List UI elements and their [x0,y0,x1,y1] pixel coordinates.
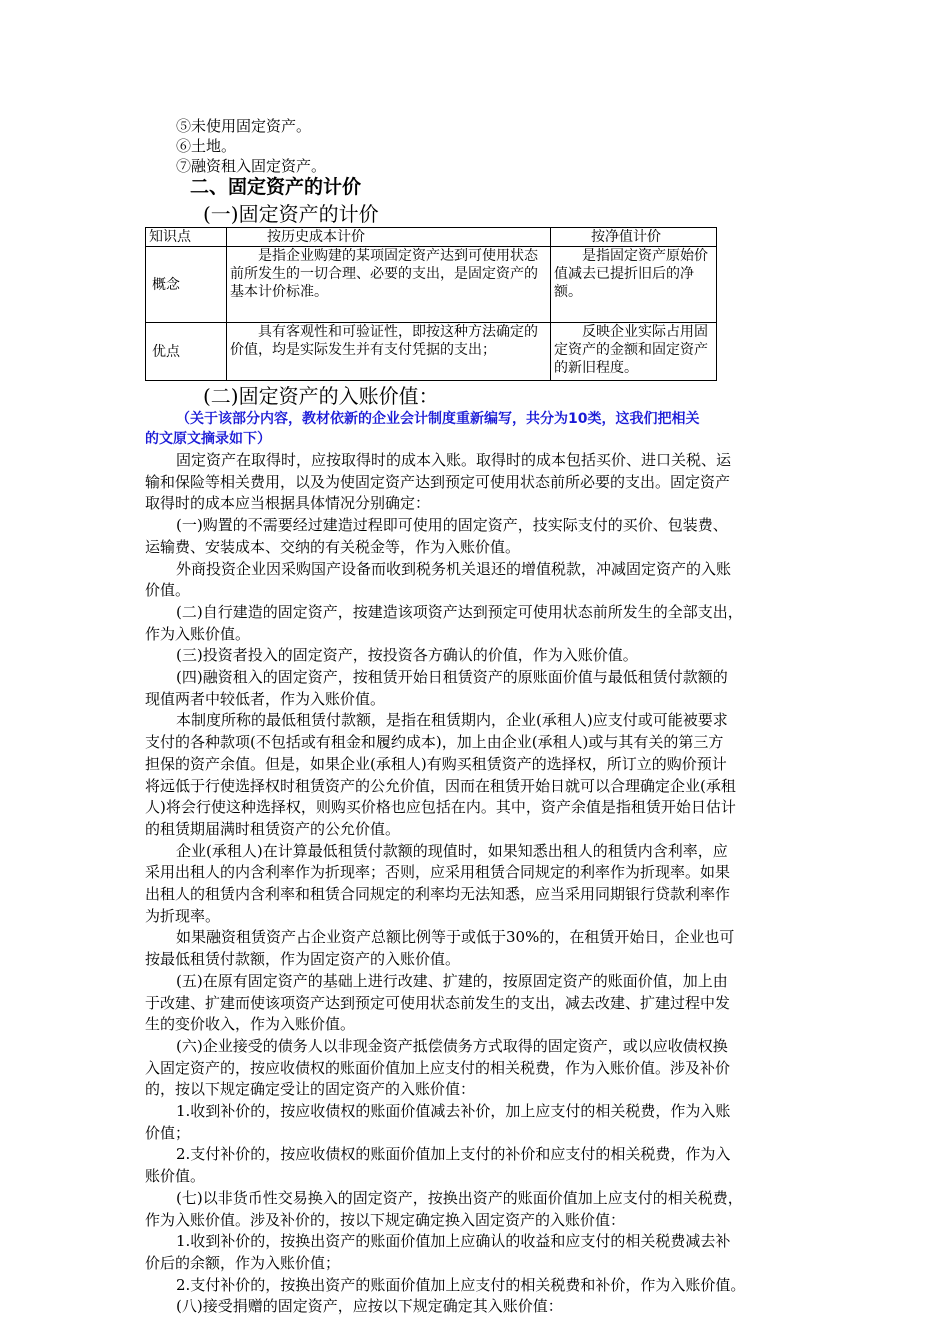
body-line: 外商投资企业因采购国产设备而收到税务机关退还的增值税款，冲减固定资产的入账 [176,559,732,578]
table-header-row [146,228,717,247]
body-line: 固定资产在取得时，应按取得时的成本入账。取得时的成本包括买价、进口关税、运 [176,451,732,469]
table-header: 按历史成本计价 [227,228,551,247]
body-line: 入固定资产的，按应收债权的账面价值加上应支付的相关税费，作为入账价值。涉及补价 [145,1058,731,1077]
body-line: 于改建、扩建而使该项资产达到预定可使用状态前发生的支出，减去改建、扩建过程中发 [145,993,731,1012]
body-line: 按最低租赁付款额，作为固定资产的入账价值。 [145,950,461,969]
body-line: 支付的各种款项(不包括或有租金和履约成本)，加上由企业(承租人)或与其有关的第三方 [145,733,724,752]
section-heading: 二、固定资产的计价 [190,176,362,198]
body-line: 作为入账价值。涉及补价的，按以下规定确定换入固定资产的入账价值： [145,1210,626,1229]
body-line: 输和保险等相关费用，以及为使固定资产达到预定可使用状态前所必要的支出。固定资产 [145,472,731,491]
body-line: (七)以非货币性交易换入的固定资产，按换出资产的账面价值加上应支付的相关税费， [176,1188,743,1207]
table-header: 知识点 [146,228,227,247]
body-line: 出租人的租赁内含利率和租赁合同规定的利率均无法知悉，应当采用同期银行贷款利率作 [145,885,731,903]
editor-note: 的文原文摘录如下） [145,431,271,447]
body-line: 人)将会行使这种选择权，则购买价格也应包括在内。其中，资产余值是指租赁开始日估计 [145,798,736,817]
body-line: 1.收到补价的，按应收债权的账面价值减去补价，加上应支付的相关税费，作为入账 [176,1102,731,1120]
body-line: 本制度所称的最低租赁付款额，是指在租赁期内，企业(承租人)应支付或可能被要求 [176,711,728,730]
body-line: 的租赁期届满时租赁资产的公允价值。 [145,819,401,838]
list-item: ⑦融资租入固定资产。 [176,157,327,175]
body-line: 价值； [145,1123,191,1142]
list-item: ⑥土地。 [176,137,237,155]
body-line: 采用出租人的内含利率作为折现率；否则，应采用租赁合同规定的利率作为折现率。如果 [145,863,731,882]
body-line: (一)购置的不需要经过建造过程即可使用的固定资产，技实际支付的买价、包装费、 [176,516,728,535]
body-line: (五)在原有固定资产的基础上进行改建、扩建的，按原固定资产的账面价值，加上由 [176,971,728,990]
body-line: 取得时的成本应当根据具体情况分别确定： [145,494,431,513]
table-cell: 反映企业实际占用固定资产的金额和固定资产的新旧程度。 [551,323,717,381]
body-line: 运输费、安装成本、交纳的有关税金等，作为入账价值。 [145,537,521,556]
body-line: 2.支付补价的，按应收债权的账面价值加上支付的补价和应支付的相关税费，作为入 [176,1145,731,1164]
body-line: 账价值。 [145,1167,206,1186]
table-cell: 优点 [146,323,227,381]
body-line: 2.支付补价的，按换出资产的账面价值加上应支付的相关税费和补价，作为入账价值。 [176,1275,746,1294]
body-line: 1.收到补价的，按换出资产的账面价值加上应确认的收益和应支付的相关税费减去补 [176,1232,731,1251]
body-line: 如果融资租赁资产占企业资产总额比例等于或低于30%的，在租赁开始日，企业也可 [176,928,735,947]
list-item: ⑤未使用固定资产。 [176,117,312,135]
subsection-heading: (二)固定资产的入账价值： [203,384,439,408]
valuation-table [145,227,717,381]
body-line: (八)接受捐赠的固定资产，应按以下规定确定其入账价值： [176,1297,563,1316]
table-header: 按净值计价 [551,228,717,247]
table-row [146,323,717,381]
body-line: 价后的余额，作为入账价值； [145,1253,341,1272]
body-line: 的，按以下规定确定受让的固定资产的入账价值： [145,1080,476,1099]
body-line: 为折现率。 [145,906,221,925]
table-cell: 是指固定资产原始价值减去已提折旧后的净额。 [551,247,717,323]
body-line: (四)融资租入的固定资产，按租赁开始日租赁资产的原账面价值与最低租赁付款额的 [176,668,728,686]
body-line: 担保的资产余值。但是，如果企业(承租人)有购买租赁资产的选择权，所订立的购价预计 [145,754,727,773]
subsection-heading: (一)固定资产的计价 [203,202,379,226]
body-line: 生的变价收入，作为入账价值。 [145,1015,356,1034]
table-row [146,247,717,323]
body-line: (二)自行建造的固定资产，按建造该项资产达到预定可使用状态前所发生的全部支出， [176,602,743,621]
body-line: (三)投资者投入的固定资产，按投资各方确认的价值，作为入账价值。 [176,646,638,665]
editor-note: （关于该部分内容，教材依新的企业会计制度重新编写，共分为10类，这我们把相关 [176,411,700,427]
table-cell: 是指企业购建的某项固定资产达到可使用状态前所发生的一切合理、必要的支出，是固定资产的基本计价标准。 [227,247,551,323]
body-line: (六)企业接受的债务人以非现金资产抵偿债务方式取得的固定资产，或以应收债权换 [176,1036,728,1055]
body-line: 现值两者中较低者，作为入账价值。 [145,689,386,708]
body-line: 将远低于行使选择权时租赁资产的公允价值，因而在租赁开始日就可以合理确定企业(承租 [145,776,736,795]
body-line: 价值。 [145,581,191,600]
table-cell: 具有客观性和可验证性，即按这种方法确定的价值，均是实际发生并有支付凭据的支出； [227,323,551,381]
body-line: 作为入账价值。 [145,624,251,643]
body-line: 企业(承租人)在计算最低租赁付款额的现值时，如果知悉出租人的租赁内含利率，应 [176,841,728,860]
table-cell: 概念 [146,247,227,323]
